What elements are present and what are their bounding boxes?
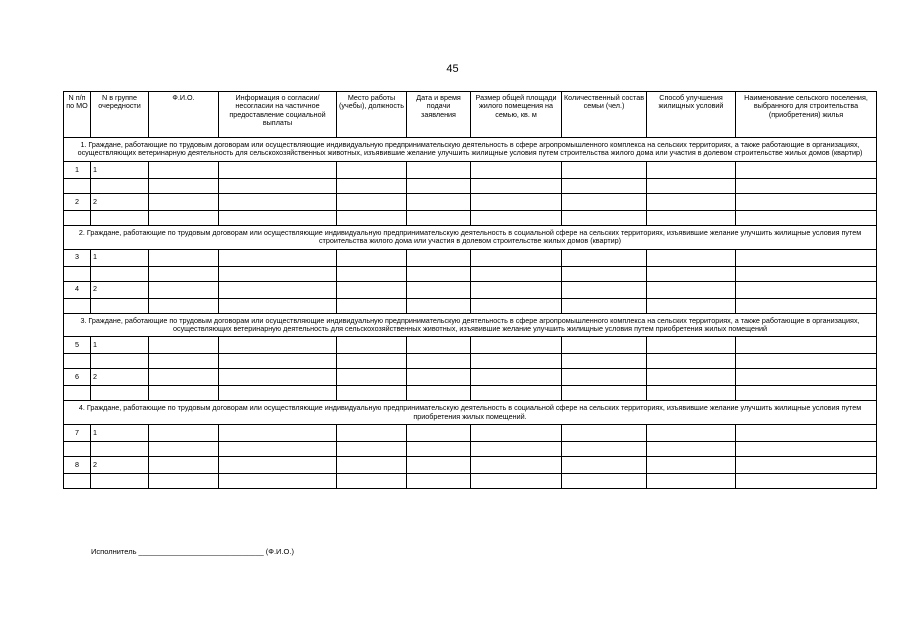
cell-improvement-method bbox=[647, 425, 736, 442]
blank-cell bbox=[471, 442, 562, 457]
cell-living-area bbox=[471, 161, 562, 178]
cell-living-area bbox=[471, 249, 562, 266]
cell-full-name bbox=[149, 281, 219, 298]
blank-cell bbox=[471, 386, 562, 401]
cell-living-area bbox=[471, 193, 562, 210]
section-title: 1. Граждане, работающие по трудовым договорам или осуществляющие индивидуальную предпринимательскую деятельность в сфере агропромышленного комплекса на сельских территориях, а также работающие в организациях, осуществляющих ветеринарную деятельность для сельскохозяйственных животных, изъявившие желание улучшить жилищные условия путем строительства жилого дома или участия в долевом строительстве жилых домов (квартир) bbox=[64, 138, 877, 162]
cell-family-size bbox=[562, 369, 647, 386]
table-row-blank bbox=[64, 386, 877, 401]
cell-consent-info bbox=[219, 249, 337, 266]
blank-cell bbox=[407, 442, 471, 457]
table-row bbox=[64, 457, 877, 474]
cell-full-name bbox=[149, 249, 219, 266]
cell-improvement-method bbox=[647, 369, 736, 386]
cell-workplace bbox=[337, 249, 407, 266]
blank-cell bbox=[471, 474, 562, 489]
blank-cell bbox=[64, 298, 91, 313]
blank-cell bbox=[736, 298, 877, 313]
blank-cell bbox=[219, 266, 337, 281]
blank-cell bbox=[91, 354, 149, 369]
blank-cell bbox=[337, 474, 407, 489]
blank-cell bbox=[562, 210, 647, 225]
cell-mo-number: 2 bbox=[64, 193, 91, 210]
cell-mo-number: 6 bbox=[64, 369, 91, 386]
cell-mo-number: 8 bbox=[64, 457, 91, 474]
cell-family-size bbox=[562, 337, 647, 354]
blank-cell bbox=[91, 210, 149, 225]
blank-cell bbox=[64, 210, 91, 225]
blank-cell bbox=[64, 354, 91, 369]
cell-consent-info bbox=[219, 337, 337, 354]
cell-mo-number: 3 bbox=[64, 249, 91, 266]
blank-cell bbox=[219, 474, 337, 489]
blank-cell bbox=[337, 298, 407, 313]
blank-cell bbox=[219, 298, 337, 313]
cell-family-size bbox=[562, 281, 647, 298]
blank-cell bbox=[337, 386, 407, 401]
blank-cell bbox=[736, 386, 877, 401]
cell-application-date bbox=[407, 193, 471, 210]
cell-group-number: 1 bbox=[91, 337, 149, 354]
blank-cell bbox=[149, 474, 219, 489]
table-row bbox=[64, 369, 877, 386]
cell-workplace bbox=[337, 337, 407, 354]
cell-workplace bbox=[337, 369, 407, 386]
blank-cell bbox=[647, 210, 736, 225]
table-row bbox=[64, 337, 877, 354]
header-family-size: Количественный состав семьи (чел.) bbox=[562, 92, 647, 138]
cell-living-area bbox=[471, 281, 562, 298]
blank-cell bbox=[219, 386, 337, 401]
blank-cell bbox=[407, 210, 471, 225]
blank-cell bbox=[337, 178, 407, 193]
cell-group-number: 1 bbox=[91, 425, 149, 442]
table-row-blank bbox=[64, 442, 877, 457]
section-title: 3. Граждане, работающие по трудовым договорам или осуществляющие индивидуальную предпринимательскую деятельность в сфере агропромышленного комплекса на сельских территориях, а также работающие в организациях, осуществляющих ветеринарную деятельность для сельскохозяйственных животных, изъявившие желание улучшить жилищные условия путем приобретения жилых помещений bbox=[64, 313, 877, 337]
blank-cell bbox=[407, 298, 471, 313]
header-improvement-method: Способ улучшения жилищных условий bbox=[647, 92, 736, 138]
blank-cell bbox=[149, 178, 219, 193]
blank-cell bbox=[91, 386, 149, 401]
section-title: 2. Граждане, работающие по трудовым договорам или осуществляющие индивидуальную предпринимательскую деятельность в социальной сфере на сельских территориях, изъявившие желание улучшить жилищные условия путем строительства жилого дома или участия в долевом строительстве жилых домов (квартир) bbox=[64, 225, 877, 249]
cell-full-name bbox=[149, 193, 219, 210]
blank-cell bbox=[736, 210, 877, 225]
cell-application-date bbox=[407, 281, 471, 298]
blank-cell bbox=[64, 178, 91, 193]
blank-cell bbox=[647, 442, 736, 457]
blank-cell bbox=[149, 298, 219, 313]
blank-cell bbox=[337, 354, 407, 369]
blank-cell bbox=[471, 210, 562, 225]
blank-cell bbox=[91, 266, 149, 281]
cell-consent-info bbox=[219, 369, 337, 386]
cell-workplace bbox=[337, 425, 407, 442]
cell-family-size bbox=[562, 161, 647, 178]
blank-cell bbox=[337, 210, 407, 225]
blank-cell bbox=[471, 354, 562, 369]
blank-cell bbox=[736, 266, 877, 281]
blank-cell bbox=[736, 354, 877, 369]
cell-application-date bbox=[407, 249, 471, 266]
cell-application-date bbox=[407, 369, 471, 386]
table-row-blank bbox=[64, 210, 877, 225]
header-living-area: Размер общей площади жилого помещения на семью, кв. м bbox=[471, 92, 562, 138]
cell-improvement-method bbox=[647, 193, 736, 210]
cell-mo-number: 1 bbox=[64, 161, 91, 178]
blank-cell bbox=[647, 178, 736, 193]
header-application-date: Дата и время подачи заявления bbox=[407, 92, 471, 138]
cell-settlement-name bbox=[736, 249, 877, 266]
table-row-blank bbox=[64, 354, 877, 369]
cell-consent-info bbox=[219, 161, 337, 178]
blank-cell bbox=[64, 266, 91, 281]
blank-cell bbox=[337, 442, 407, 457]
blank-cell bbox=[219, 178, 337, 193]
cell-application-date bbox=[407, 161, 471, 178]
cell-settlement-name bbox=[736, 281, 877, 298]
header-full-name: Ф.И.О. bbox=[149, 92, 219, 138]
cell-workplace bbox=[337, 457, 407, 474]
blank-cell bbox=[407, 266, 471, 281]
blank-cell bbox=[91, 178, 149, 193]
blank-cell bbox=[647, 354, 736, 369]
cell-improvement-method bbox=[647, 161, 736, 178]
table-row-blank bbox=[64, 298, 877, 313]
cell-settlement-name bbox=[736, 193, 877, 210]
cell-full-name bbox=[149, 161, 219, 178]
blank-cell bbox=[562, 298, 647, 313]
cell-living-area bbox=[471, 337, 562, 354]
table-row-blank bbox=[64, 266, 877, 281]
blank-cell bbox=[647, 266, 736, 281]
blank-cell bbox=[149, 442, 219, 457]
blank-cell bbox=[562, 474, 647, 489]
blank-cell bbox=[562, 178, 647, 193]
blank-cell bbox=[647, 474, 736, 489]
header-workplace: Место работы (учебы), должность bbox=[337, 92, 407, 138]
blank-cell bbox=[219, 210, 337, 225]
cell-mo-number: 7 bbox=[64, 425, 91, 442]
cell-group-number: 2 bbox=[91, 369, 149, 386]
cell-settlement-name bbox=[736, 161, 877, 178]
cell-improvement-method bbox=[647, 281, 736, 298]
blank-cell bbox=[91, 442, 149, 457]
cell-settlement-name bbox=[736, 425, 877, 442]
header-settlement-name: Наименование сельского поселения, выбранного для строительства (приобретения) жилья bbox=[736, 92, 877, 138]
blank-cell bbox=[64, 474, 91, 489]
blank-cell bbox=[64, 386, 91, 401]
section-row bbox=[64, 313, 877, 337]
table-header-row bbox=[64, 92, 877, 138]
cell-group-number: 2 bbox=[91, 457, 149, 474]
header-group-number: N в группе очередности bbox=[91, 92, 149, 138]
cell-living-area bbox=[471, 425, 562, 442]
blank-cell bbox=[562, 442, 647, 457]
blank-cell bbox=[219, 442, 337, 457]
cell-family-size bbox=[562, 249, 647, 266]
blank-cell bbox=[219, 354, 337, 369]
blank-cell bbox=[149, 266, 219, 281]
blank-cell bbox=[407, 474, 471, 489]
blank-cell bbox=[471, 178, 562, 193]
cell-improvement-method bbox=[647, 457, 736, 474]
section-row bbox=[64, 138, 877, 162]
cell-workplace bbox=[337, 193, 407, 210]
header-consent-info: Информация о согласии/несогласии на частичное предоставление социальной выплаты bbox=[219, 92, 337, 138]
section-row bbox=[64, 401, 877, 425]
cell-application-date bbox=[407, 457, 471, 474]
blank-cell bbox=[647, 298, 736, 313]
cell-group-number: 2 bbox=[91, 281, 149, 298]
blank-cell bbox=[91, 474, 149, 489]
section-title: 4. Граждане, работающие по трудовым договорам или осуществляющие индивидуальную предпринимательскую деятельность в социальной сфере на сельских территориях, изъявившие желание улучшить жилищные условия путем приобретения жилых помещений. bbox=[64, 401, 877, 425]
cell-settlement-name bbox=[736, 369, 877, 386]
cell-family-size bbox=[562, 425, 647, 442]
blank-cell bbox=[736, 442, 877, 457]
table-row-blank bbox=[64, 474, 877, 489]
cell-full-name bbox=[149, 337, 219, 354]
cell-settlement-name bbox=[736, 457, 877, 474]
cell-family-size bbox=[562, 457, 647, 474]
table-body bbox=[64, 138, 877, 489]
table-row bbox=[64, 249, 877, 266]
table-row bbox=[64, 425, 877, 442]
table-row bbox=[64, 161, 877, 178]
cell-settlement-name bbox=[736, 337, 877, 354]
cell-consent-info bbox=[219, 281, 337, 298]
cell-group-number: 1 bbox=[91, 249, 149, 266]
cell-full-name bbox=[149, 425, 219, 442]
blank-cell bbox=[736, 178, 877, 193]
cell-application-date bbox=[407, 337, 471, 354]
blank-cell bbox=[64, 442, 91, 457]
cell-family-size bbox=[562, 193, 647, 210]
table-row bbox=[64, 193, 877, 210]
applicants-register-table bbox=[63, 91, 877, 489]
blank-cell bbox=[149, 210, 219, 225]
cell-consent-info bbox=[219, 193, 337, 210]
table-row bbox=[64, 281, 877, 298]
blank-cell bbox=[562, 386, 647, 401]
blank-cell bbox=[149, 354, 219, 369]
cell-application-date bbox=[407, 425, 471, 442]
cell-consent-info bbox=[219, 425, 337, 442]
cell-group-number: 2 bbox=[91, 193, 149, 210]
table-row-blank bbox=[64, 178, 877, 193]
cell-living-area bbox=[471, 369, 562, 386]
blank-cell bbox=[91, 298, 149, 313]
blank-cell bbox=[471, 298, 562, 313]
section-row bbox=[64, 225, 877, 249]
blank-cell bbox=[562, 266, 647, 281]
cell-group-number: 1 bbox=[91, 161, 149, 178]
cell-mo-number: 5 bbox=[64, 337, 91, 354]
cell-improvement-method bbox=[647, 249, 736, 266]
executor-signature-line: Исполнитель ______________________________ (Ф.И.О.) bbox=[91, 547, 294, 556]
blank-cell bbox=[337, 266, 407, 281]
cell-living-area bbox=[471, 457, 562, 474]
cell-workplace bbox=[337, 161, 407, 178]
cell-workplace bbox=[337, 281, 407, 298]
cell-consent-info bbox=[219, 457, 337, 474]
blank-cell bbox=[407, 354, 471, 369]
blank-cell bbox=[149, 386, 219, 401]
blank-cell bbox=[471, 266, 562, 281]
blank-cell bbox=[736, 474, 877, 489]
blank-cell bbox=[407, 386, 471, 401]
cell-full-name bbox=[149, 369, 219, 386]
cell-mo-number: 4 bbox=[64, 281, 91, 298]
blank-cell bbox=[562, 354, 647, 369]
cell-full-name bbox=[149, 457, 219, 474]
blank-cell bbox=[647, 386, 736, 401]
blank-cell bbox=[407, 178, 471, 193]
page-number: 45 bbox=[446, 63, 459, 75]
header-mo-number: N п/п по МО bbox=[64, 92, 91, 138]
cell-improvement-method bbox=[647, 337, 736, 354]
